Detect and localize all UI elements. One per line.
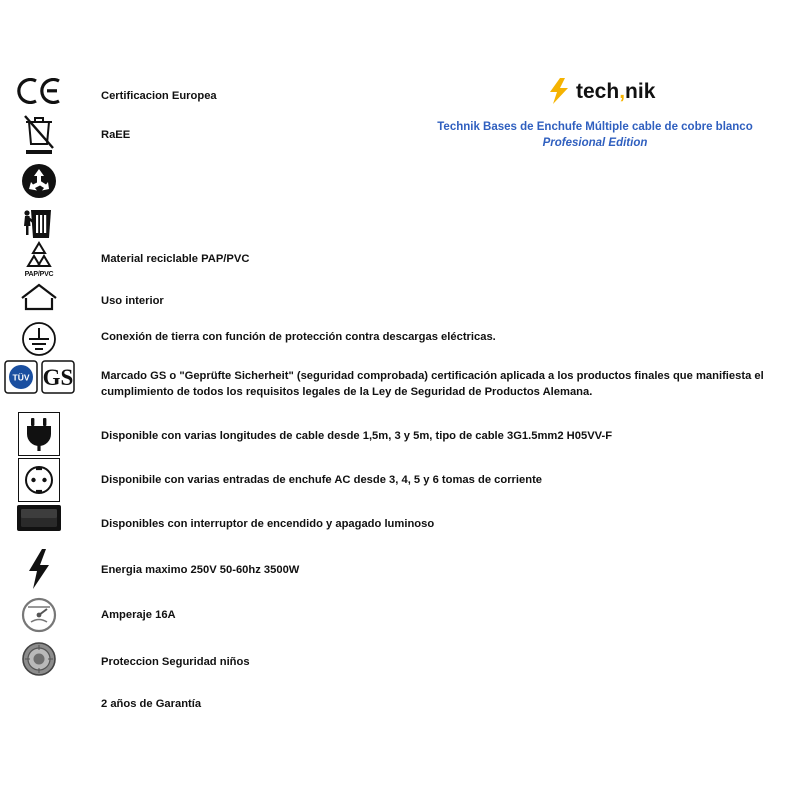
row-text: Material reciclable PAP/PVC	[101, 253, 250, 265]
brand-word-dot: ,	[619, 79, 626, 103]
pap-pvc-recyclable-icon	[8, 240, 70, 278]
row-text: Disponible con varias longitudes de cable desde 1,5m, 3 y 5m, tipo de cable 3G1.5mm2 H05VV-F	[101, 430, 613, 442]
row-text: Amperaje 16A	[101, 609, 176, 621]
svg-text:GS: GS	[42, 365, 73, 390]
row-text: Proteccion Seguridad niños	[101, 656, 250, 668]
row-text: Marcado GS o "Geprüfte Sicherheit" (seguridad comprobada) certificación aplicada a los productos finales que manifiesta el cumplimiento de todos los requisitos legales de la Ley de Seguridad de Productos Alemana.	[101, 370, 764, 399]
indoor-use-house-icon	[8, 282, 70, 312]
rocker-switch-icon	[8, 504, 70, 532]
row-text: 2 años de Garantía	[101, 698, 202, 710]
brand-word-part2: nik	[625, 79, 656, 103]
power-plug-icon	[8, 412, 70, 456]
ce-mark-icon	[8, 78, 70, 104]
tuv-gs-certification-icon	[4, 360, 74, 394]
lightning-bolt-icon	[8, 548, 70, 590]
warranty-icon	[8, 688, 70, 718]
row-text: Disponibile con varias entradas de enchufe AC desde 3, 4, 5 y 6 tomas de corriente	[101, 474, 543, 486]
weee-crossed-bin-icon	[8, 113, 70, 157]
row-text: RaEE	[101, 129, 131, 141]
recycling-arrows-icon	[8, 162, 70, 200]
row-text: Conexión de tierra con función de protección contra descargas eléctricas.	[101, 331, 496, 343]
pap-pvc-label: PAP/PVC	[24, 271, 54, 278]
page-title-line2: Profesional Edition	[542, 136, 648, 149]
child-protection-icon	[8, 640, 70, 678]
brand-word-part1: tech	[576, 79, 620, 103]
put-in-bin-icon	[8, 204, 70, 242]
schuko-socket-icon	[8, 458, 70, 502]
row-text: Certificacion Europea	[101, 90, 217, 102]
row-text: Disponibles con interruptor de encendido y apagado luminoso	[101, 518, 435, 530]
svg-text:TÜV: TÜV	[12, 372, 29, 383]
row-text: Uso interior	[101, 295, 164, 307]
page-title-line1: Technik Bases de Enchufe Múltiple cable de cobre blanco	[437, 121, 753, 133]
amperage-gauge-icon	[8, 596, 70, 634]
row-text: Energia maximo 250V 50-60hz 3500W	[101, 564, 300, 576]
earth-ground-icon	[8, 320, 70, 358]
